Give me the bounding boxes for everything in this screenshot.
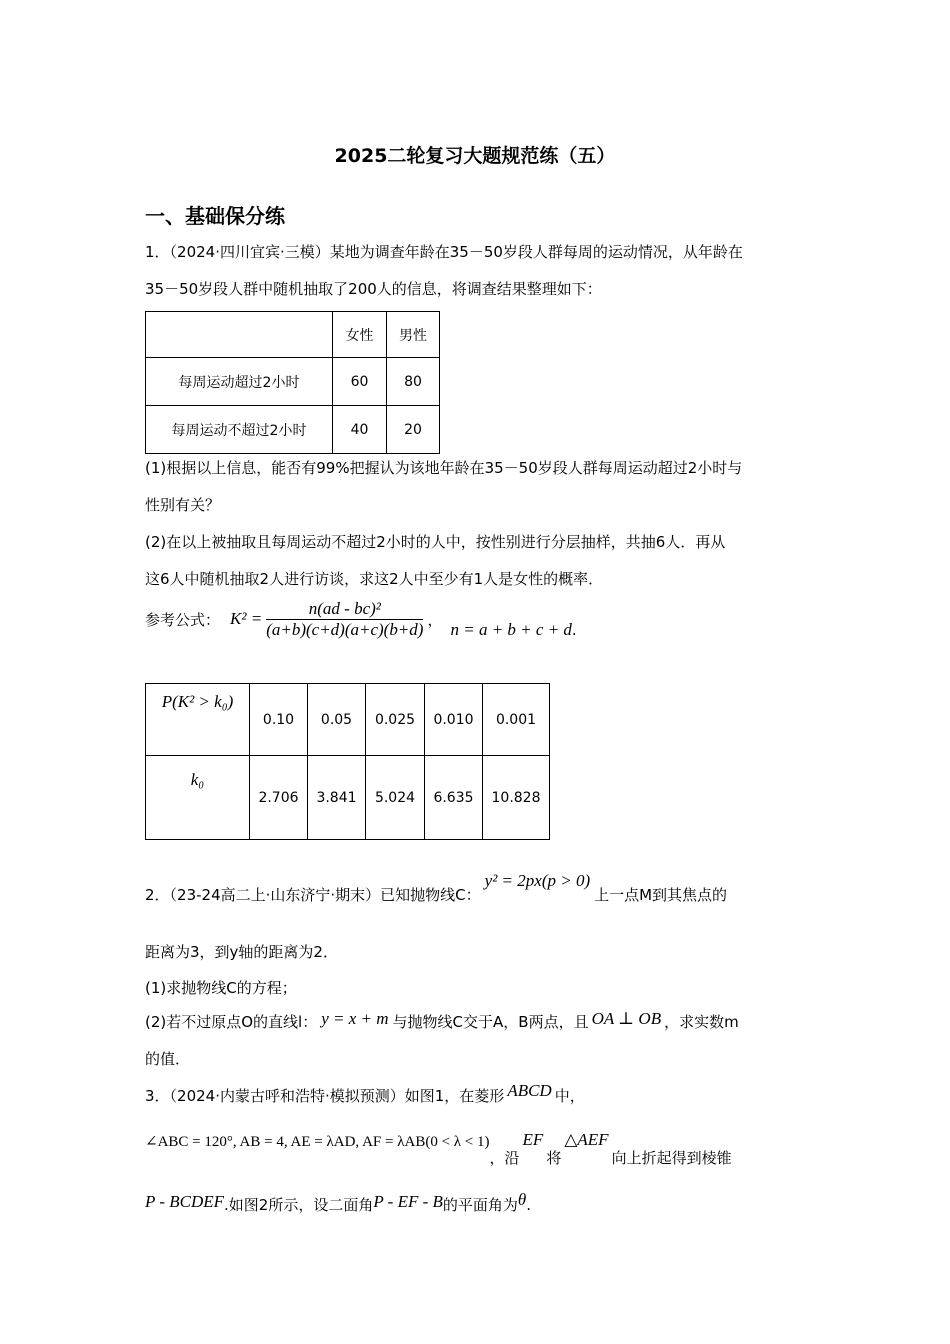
math-expression: ∠ABC = 120°, AB = 4, AE = λAD, AF = λAB(0 < λ < 1)	[145, 1134, 490, 1150]
section-heading: 一、基础保分练	[145, 204, 285, 228]
q3-text: .	[526, 1196, 532, 1214]
q2-part2	[145, 1011, 739, 1032]
math-expression: OA ⊥ OB	[591, 1009, 662, 1028]
table-header-empty	[146, 312, 333, 358]
q2-text: 与抛物线C交于A，B两点，且	[392, 1013, 589, 1031]
math-expression: EF	[522, 1130, 544, 1149]
q1-part1-cont: 性别有关？	[145, 496, 221, 514]
math-expression: △AEF	[564, 1130, 609, 1149]
q1-part2: (2)在以上被抽取且每周运动不超过2小时的人中，按性别进行分层抽样，共抽6人．再从	[145, 533, 726, 551]
page-title: 2025二轮复习大题规范练（五）	[334, 145, 616, 167]
table-cell: 0.10	[250, 684, 308, 756]
formula-n: n = a + b + c + d	[450, 620, 572, 639]
q3-text: 将	[546, 1149, 562, 1167]
q2-part2-cont: 的值．	[145, 1050, 191, 1068]
table-cell: 0.05	[308, 684, 366, 756]
table-cell: 60	[333, 358, 387, 406]
formula-lhs: K² =	[230, 609, 263, 628]
table-header: 男性	[387, 312, 440, 358]
table-cell: 2.706	[250, 756, 308, 840]
q3-text: 的平面角为	[442, 1196, 518, 1214]
survey-table	[145, 311, 440, 454]
formula-fraction	[266, 599, 423, 640]
math-expression: ABCD	[507, 1081, 552, 1100]
table-cell: 每周运动不超过2小时	[146, 406, 333, 454]
q3-line1	[145, 1081, 585, 1106]
math-expression: y = x + m	[321, 1009, 389, 1028]
q3-line3	[145, 1190, 532, 1215]
formula-label: 参考公式：	[145, 610, 221, 629]
table-header: 女性	[333, 312, 387, 358]
table-cell: 0.001	[483, 684, 550, 756]
formula-separator: ，	[427, 610, 443, 629]
table-cell: 0.025	[366, 684, 425, 756]
table-cell: 5.024	[366, 756, 425, 840]
q3-text: 中，	[554, 1087, 585, 1105]
q2-text: (2)若不过原点O的直线l：	[145, 1013, 318, 1031]
table-cell: 40	[333, 406, 387, 454]
q2-text: 上一点M到其焦点的	[594, 886, 728, 904]
q1-line2: 35－50岁段人群中随机抽取了200人的信息，将调查结果整理如下：	[145, 280, 602, 298]
q3-line2	[145, 1130, 732, 1167]
q2-line2: 距离为3，到y轴的距离为2．	[145, 943, 338, 961]
table-cell: 80	[387, 358, 440, 406]
q3-text: 向上折起得到棱锥	[611, 1149, 732, 1167]
table-cell: 3.841	[308, 756, 366, 840]
critical-value-table	[145, 683, 550, 840]
formula-end: .	[571, 621, 577, 639]
math-expression: P - BCDEF	[145, 1192, 225, 1211]
table-cell: k₀	[146, 756, 250, 840]
q1-part1: (1)根据以上信息，能否有99%把握认为该地年龄在35－50岁段人群每周运动超过2小时与	[145, 459, 743, 477]
math-expression: y² = 2px(p > 0)	[484, 871, 591, 890]
q3-text: ，沿	[489, 1149, 520, 1167]
formula-numerator: n(ad - bc)²	[266, 599, 423, 620]
q1-part2-cont: 这6人中随机抽取2人进行访谈，求这2人中至少有1人是女性的概率．	[145, 570, 604, 588]
table-cell: 0.010	[425, 684, 483, 756]
q1-line1: 1．（2024·四川宜宾·三模）某地为调查年龄在35－50岁段人群每周的运动情况，从年龄在	[145, 243, 743, 261]
q2-part1: (1)求抛物线C的方程；	[145, 979, 297, 997]
table-cell: 6.635	[425, 756, 483, 840]
q2-line1	[145, 871, 728, 905]
math-expression: θ	[517, 1190, 527, 1209]
reference-formula	[145, 598, 577, 640]
table-cell: 20	[387, 406, 440, 454]
q2-text: 2．（23-24高二上·山东济宁·期末）已知抛物线C：	[145, 886, 481, 904]
formula-denominator: (a+b)(c+d)(a+c)(b+d)	[266, 619, 424, 639]
table-cell: P(K² > k₀)	[146, 684, 250, 756]
q3-text: 3．（2024·内蒙古呼和浩特·模拟预测）如图1，在菱形	[145, 1087, 505, 1105]
q2-text: ，求实数m	[664, 1013, 739, 1031]
math-expression: P - EF - B	[373, 1192, 443, 1211]
q3-text: .如图2所示，设二面角	[224, 1196, 374, 1214]
table-cell: 每周运动超过2小时	[146, 358, 333, 406]
table-cell: 10.828	[483, 756, 550, 840]
